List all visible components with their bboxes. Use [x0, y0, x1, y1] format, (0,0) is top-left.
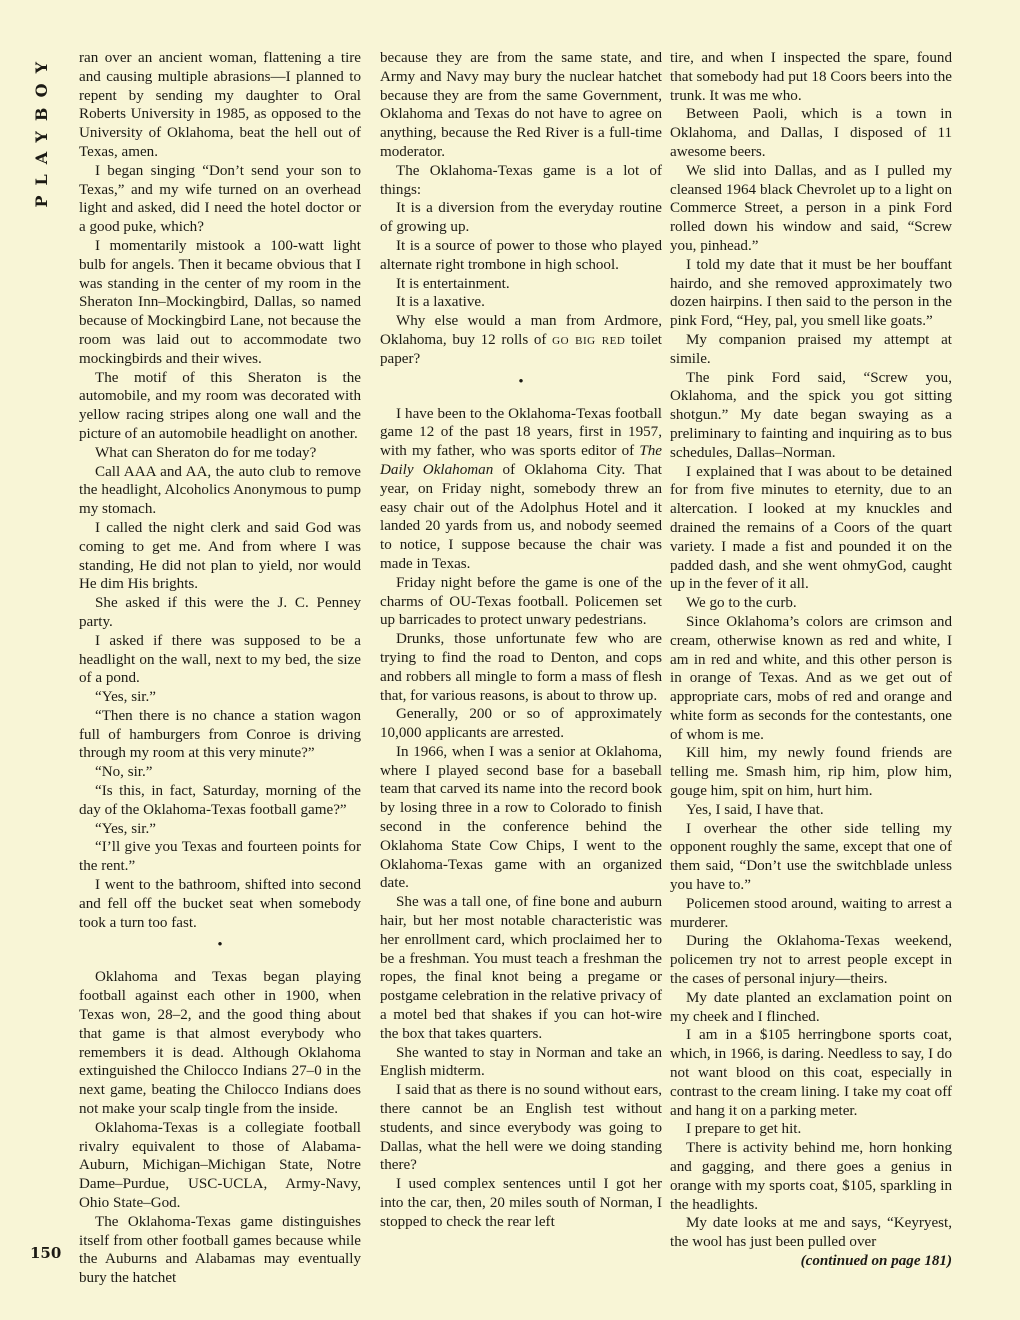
article-paragraph: It is a laxative. [396, 294, 485, 311]
article-paragraph: I overhear the other side telling my opponent roughly the same, except that one of them said, “Don’t use the switchblade unless you have to.” [670, 820, 952, 894]
article-paragraph: My date planted an exclamation point on my cheek and I flinched. [670, 989, 952, 1025]
article-paragraph [380, 312, 662, 368]
article-paragraph: What can Sheraton do for me today? [95, 444, 317, 461]
section-separator: • [217, 937, 223, 954]
article-paragraph: I am in a $105 herringbone sports coat, which, in 1966, is daring. Needless to say, I do not want blood on this coat, especially in contrast to the cream lining. I take my coat off and hang it on a parking meter. [670, 1027, 952, 1119]
article-paragraph: Policemen stood around, waiting to arrest a murderer. [670, 895, 952, 931]
article-paragraph: My companion praised my attempt at simile. [670, 331, 952, 367]
article-paragraph: Friday night before the game is one of the charms of OU-Texas football. Policemen set up barricades to protect unwary pedestrians. [380, 574, 662, 629]
article-paragraph: ran over an ancient woman, flattening a tire and causing multiple abrasions—I planned to repent by sending my daughter to Oral Roberts University in 1985, as opposed to the University of Oklahoma, beat the hell out of Texas, amen. [79, 50, 361, 160]
article-paragraph: “Then there is no chance a station wagon full of hamburgers from Conroe is driving through my room at this very minute?” [79, 707, 361, 762]
publication-title: The Daily Oklahoman [380, 443, 662, 478]
article-paragraph: I said that as there is no sound without ears, there cannot be an English test without students, and since everybody was going to Dallas, what the hell were we doing standing there? [380, 1082, 662, 1174]
article-paragraph: I prepare to get hit. [686, 1121, 802, 1138]
article-paragraph: Call AAA and AA, the auto club to remove the headlight, Alcoholics Anonymous to pump my stomach. [79, 463, 361, 518]
article-paragraph: “Is this, in fact, Saturday, morning of the day of the Oklahoma-Texas football game?” [79, 783, 361, 818]
article-paragraph: Generally, 200 or so of approximately 10,000 applicants are arrested. [380, 706, 662, 742]
article-paragraph: “Yes, sir.” [95, 820, 156, 837]
article-paragraph: During the Oklahoma-Texas weekend, policemen try not to arrest people except in the cases of personal injury—theirs. [670, 933, 952, 988]
article-paragraph: I went to the bathroom, shifted into second and fell off the bucket seat when somebody took a turn too fast. [79, 877, 361, 931]
paragraph-text: Why else would a man from Ardmore, Oklahoma, buy 12 rolls of [380, 313, 662, 348]
article-paragraph: We go to the curb. [686, 595, 797, 612]
article-paragraph: “No, sir.” [95, 764, 153, 781]
article-paragraph: Between Paoli, which is a town in Oklahoma, and Dallas, I disposed of 11 awesome beers. [670, 106, 952, 160]
article-paragraph: She wanted to stay in Norman and take an English midterm. [380, 1044, 662, 1080]
paragraph-text-after: of Oklahoma City. That year, on Friday night, somebody threw an easy chair out of the Adolphus Hotel and it landed 20 yards from us, and nobody seemed to notice, I suppose because the chair was made in Texas. [380, 461, 662, 572]
article-paragraph: The Oklahoma-Texas game distinguishes itself from other football games because while the Auburns and Alabamas may eventually bury the hatchet [79, 1213, 361, 1287]
article-paragraph: Kill him, my newly found friends are telling me. Smash him, rip him, plow him, gouge him, spit on him, hurt him. [670, 745, 952, 800]
article-paragraph [380, 405, 662, 574]
article-paragraph: because they are from the same state, and Army and Navy may bury the nuclear hatchet because they are from the same Government, Oklahoma and Texas do not have to agree on anything, because the Red River is a full-time moderator. [380, 50, 662, 160]
article-paragraph: “Yes, sir.” [95, 689, 156, 706]
article-paragraph: Oklahoma and Texas began playing football against each other in 1900, when Texas won, 28–2, and the good thing about that game is that almost everybody who remembers it is dead. Although Oklahoma extinguished the Chilocco Indians 27–0 in the next game, beating the Chilocco Indians does not make your scalp tingle from the inside. [79, 969, 361, 1118]
article-paragraph: I called the night clerk and said God was coming to get me. And from where I was standing, He did not plan to yield, nor would He dim His brights. [79, 519, 361, 593]
article-paragraph: I used complex sentences until I got her into the car, then, 20 miles south of Norman, I stopped to check the rear left [380, 1176, 662, 1230]
paragraph-text-after: toilet paper? [380, 331, 662, 367]
section-separator: • [518, 373, 524, 390]
article-paragraph: Since Oklahoma’s colors are crimson and cream, otherwise known as red and white, I am in red and white, and this other person is in orange of Texas. And as we get out of appropriate cars, mobs of red and orange and white form as seconds for the contestants, one of whom is me. [670, 613, 952, 743]
masthead-label: PLAYBOY [32, 52, 51, 208]
article-column-3 [670, 49, 952, 1271]
article-paragraph: It is entertainment. [396, 275, 510, 292]
article-paragraph: She asked if this were the J. C. Penney party. [79, 595, 361, 630]
article-paragraph: I explained that I was about to be detained for from five minutes to eternity, due to an altercation. I looked at my knuckles and drained the remains of a Coors of the quart variety. I made a fist and pounded it on the padded dash, and she went ohmyGod, caught up in the fever of it all. [670, 463, 952, 593]
article-paragraph: It is a diversion from the everyday routine of growing up. [380, 200, 662, 236]
article-paragraph: I asked if there was supposed to be a headlight on the wall, next to my bed, the size of a pond. [79, 632, 361, 687]
article-paragraph: My date looks at me and says, “Keyryest, the wool has just been pulled over [670, 1215, 952, 1251]
article-paragraph: The Oklahoma-Texas game is a lot of things: [380, 162, 662, 198]
article-paragraph: Yes, I said, I have that. [686, 801, 824, 818]
article-paragraph: She was a tall one, of fine bone and auburn hair, but her most notable characteristic was her enrollment card, which proclaimed her to be a freshman. You must teach a freshman the ropes, the final knot being a pregame or postgame celebration in the relative privacy of a motel bed that shakes if you can hot-wire the box that takes quarters. [380, 894, 662, 1042]
article-paragraph: In 1966, when I was a senior at Oklahoma, where I played second base for a baseball team that carved its name into the record book by losing three in a row to Colorado to finish second in the conference behind the Oklahoma State Cow Chips, I went to the Oklahoma-Texas game with an organized date. [380, 743, 662, 892]
article-paragraph: It is a source of power to those who played alternate right trombone in high school. [380, 237, 662, 273]
article-paragraph: We slid into Dallas, and as I pulled my cleansed 1964 black Chevrolet up to a light on Commerce Street, a person in a pink Ford rolled down his window and said, “Screw you, pinhead.” [670, 162, 952, 254]
article-paragraph: Drunks, those unfortunate few who are trying to find the road to Denton, and cops and robbers all mingle to form a mass of flesh that, for various reasons, is about to throw up. [380, 631, 662, 704]
continued-note: (continued on page 181) [800, 1253, 952, 1269]
article-paragraph: I told my date that it must be her bouffant hairdo, and she removed approximately two dozen hairpins. I then said to the person in the pink Ford, “Hey, pal, you smell like goats.” [670, 256, 952, 330]
article-paragraph: There is activity behind me, horn honking and gagging, and there goes a genius in orange with my sports coat, $105, sparkling in the headlights. [670, 1140, 952, 1213]
article-paragraph: I momentarily mistook a 100-watt light bulb for angels. Then it became obvious that I was standing in the center of my room in the Sheraton Inn–Mockingbird, Dallas, so named because of Mockingbird Lane, not because the room was laid out to accommodate two mockingbirds and their wives. [79, 237, 361, 367]
article-paragraph: I began singing “Don’t send your son to Texas,” and my wife turned on an overhead light and asked, did I need the hotel doctor or a good puke, which? [79, 162, 361, 236]
article-column-1 [79, 49, 361, 1288]
smallcaps-text: go big red [552, 331, 626, 348]
article-paragraph: Oklahoma-Texas is a collegiate football rivalry equivalent to those of Alabama-Auburn, Michigan–Michigan State, Notre Dame–Purdue, USC-UCLA, Army-Navy, Ohio State–God. [79, 1119, 361, 1212]
article-paragraph: tire, and when I inspected the spare, found that somebody had put 18 Coors beers into the trunk. It was me who. [670, 50, 952, 104]
article-paragraph: The motif of this Sheraton is the automobile, and my room was decorated with yellow racing stripes along one wall and the picture of an automobile headlight on another. [79, 369, 361, 442]
page-number: 150 [30, 1244, 62, 1262]
article-paragraph: The pink Ford said, “Screw you, Oklahoma, and the spick you got sitting shotgun.” My date began swaying as a preliminary to fainting and inquiring as to bus schedules, Dallas–Norman. [670, 369, 952, 461]
article-paragraph: “I’ll give you Texas and fourteen points for the rent.” [79, 839, 361, 875]
article-column-2 [380, 49, 662, 1232]
paragraph-text: I have been to the Oklahoma-Texas football game 12 of the past 18 years, first in 1957, with my father, who was sports editor of [380, 405, 662, 460]
